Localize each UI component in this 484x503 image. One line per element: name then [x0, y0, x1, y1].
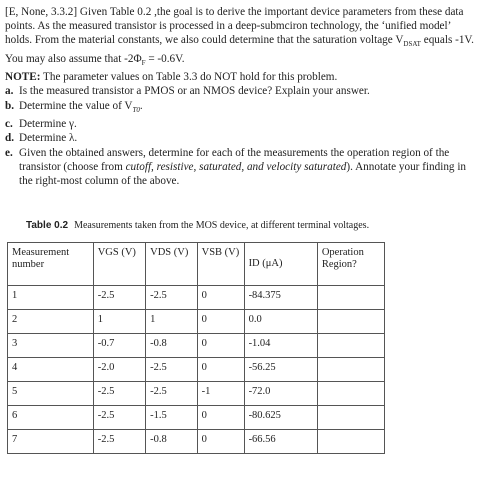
cell-vsb: 0 [197, 358, 244, 382]
question-text: Determine γ. [19, 118, 77, 131]
cell-vsb: 0 [197, 430, 244, 454]
header-id: ID (μA) [244, 243, 317, 286]
cell-vds: -0.8 [146, 334, 198, 358]
table-caption-text: Measurements taken from the MOS device, at different terminal voltages. [74, 220, 370, 231]
cell-measurement: 2 [8, 310, 94, 334]
table-row [8, 358, 385, 382]
header-vgs: VGS (V) [93, 243, 145, 286]
table-header-row [8, 243, 385, 286]
cell-region [317, 430, 384, 454]
header-operation-region: Operation Region? [317, 243, 384, 286]
question-label: a. [5, 85, 14, 98]
cell-region [317, 334, 384, 358]
cell-vsb: 0 [197, 286, 244, 310]
region-options: cutoff, resistive, saturated, and velocity saturated [125, 160, 347, 173]
table-caption-label: Table 0.2 [26, 220, 69, 231]
problem-text-block [5, 5, 480, 188]
vt0-subscript: T0 [132, 105, 140, 114]
cell-region [317, 382, 384, 406]
problem-text-3: = -0.6V. [145, 52, 185, 65]
cell-id: -56.25 [244, 358, 317, 382]
cell-vgs: -2.5 [93, 406, 145, 430]
note-label: NOTE: [5, 71, 41, 84]
cell-region [317, 310, 384, 334]
table-row [8, 382, 385, 406]
cell-vsb: 0 [197, 310, 244, 334]
cell-vds: -1.5 [146, 406, 198, 430]
cell-vds: 1 [146, 310, 198, 334]
table-row [8, 310, 385, 334]
cell-vsb: 0 [197, 334, 244, 358]
question-text: Determine λ. [19, 132, 78, 145]
cell-vgs: 1 [93, 310, 145, 334]
header-vsb: VSB (V) [197, 243, 244, 286]
cell-id: 0.0 [244, 310, 317, 334]
cell-vds: -2.5 [146, 358, 198, 382]
question-text-main: Given the obtained answers, determine for each of the measurements the operation region of the transistor (choose from [19, 146, 450, 173]
cell-vgs: -2.5 [93, 286, 145, 310]
question-label: b. [5, 99, 15, 112]
problem-tag: [E, None, 3.3.2] [5, 6, 78, 18]
table-row [8, 334, 385, 358]
question-text-main: Determine the value of V [19, 99, 133, 112]
question-text [19, 146, 480, 189]
cell-measurement: 4 [8, 358, 94, 382]
cell-measurement: 7 [8, 430, 94, 454]
cell-measurement: 5 [8, 382, 94, 406]
header-vds: VDS (V) [146, 243, 198, 286]
cell-measurement: 1 [8, 286, 94, 310]
cell-measurement: 6 [8, 406, 94, 430]
question-text-tail: . [139, 99, 143, 112]
phi-subscript: F [141, 59, 146, 68]
table-row [8, 286, 385, 310]
question-label: c. [5, 118, 13, 131]
question-list [5, 84, 480, 188]
cell-id: -72.0 [244, 382, 317, 406]
question-e [5, 146, 480, 189]
vdsat-subscript: DSAT [403, 40, 421, 49]
cell-vgs: -2.5 [93, 382, 145, 406]
question-text-tail: ). Annotate your finding in the right-most column of the above. [19, 160, 467, 187]
note [5, 70, 480, 84]
question-b [5, 99, 480, 117]
cell-vgs: -2.0 [93, 358, 145, 382]
cell-vgs: -2.5 [93, 430, 145, 454]
measurements-table [7, 242, 385, 454]
question-text [19, 99, 480, 117]
cell-region [317, 406, 384, 430]
cell-vsb: -1 [197, 382, 244, 406]
question-a [5, 84, 480, 98]
question-d [5, 131, 480, 145]
cell-vds: -2.5 [146, 382, 198, 406]
cell-vgs: -0.7 [93, 334, 145, 358]
cell-id: -84.375 [244, 286, 317, 310]
cell-region [317, 358, 384, 382]
question-text: Is the measured transistor a PMOS or an NMOS device? Explain your answer. [19, 85, 370, 98]
cell-vds: -0.8 [146, 430, 198, 454]
cell-vds: -2.5 [146, 286, 198, 310]
problem-statement [5, 5, 480, 70]
cell-id: -80.625 [244, 406, 317, 430]
cell-region [317, 286, 384, 310]
cell-id: -66.56 [244, 430, 317, 454]
cell-measurement: 3 [8, 334, 94, 358]
table-caption [26, 219, 369, 232]
question-label: d. [5, 132, 15, 145]
header-measurement-number: Measurement number [8, 243, 94, 286]
table-row [8, 406, 385, 430]
question-c [5, 117, 480, 131]
question-label: e. [5, 146, 13, 159]
problem-text: Given Table 0.2 ,the goal is to derive the important device parameters from these data points. As the measured transistor is processed in a deep-submciron technology, the ‘unified model’ holds. From the material constants, we also could determine that the saturation voltage V [5, 6, 464, 47]
table-row [8, 430, 385, 454]
cell-id: -1.04 [244, 334, 317, 358]
problem-text-2: equals -1V. You may also assume that -2Φ [5, 34, 474, 65]
cell-vsb: 0 [197, 406, 244, 430]
note-text: The parameter values on Table 3.3 do NOT hold for this problem. [40, 71, 338, 84]
